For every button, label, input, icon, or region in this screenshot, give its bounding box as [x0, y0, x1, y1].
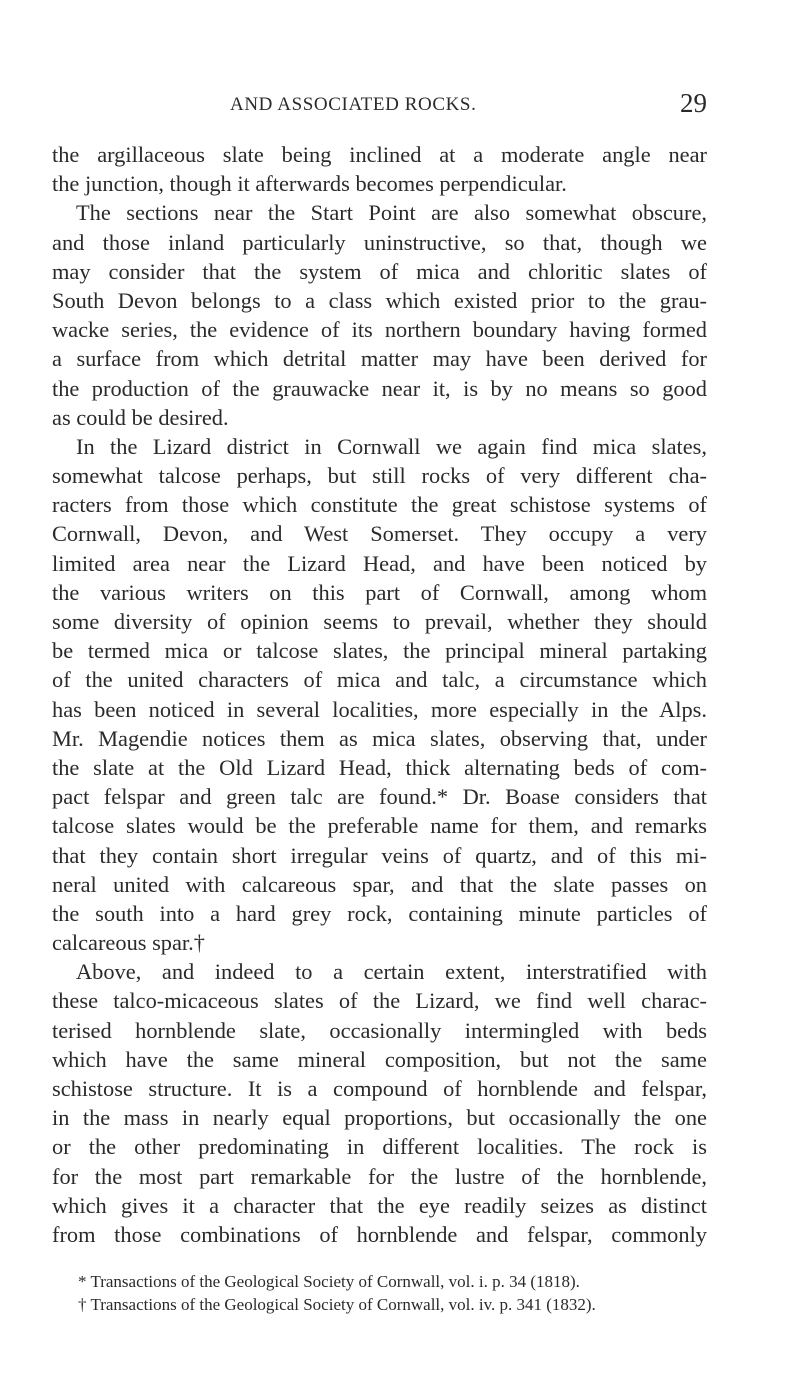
text-line: The sections near the Start Point are also somewhat obscure, [76, 200, 707, 226]
text-line: schistose structure. It is a compound of hornblende and felspar, [52, 1076, 707, 1101]
text-line: in the mass in nearly equal proportions, but occasionally the one [52, 1105, 707, 1131]
text-line: from those combinations of hornblende and felspar, commonly [52, 1221, 707, 1247]
text-line: In the Lizard district in Cornwall we again find mica slates, [76, 433, 707, 459]
text-line: Mr. Magendie notices them as mica slates, observing that, under [52, 725, 707, 751]
text-line: that they contain short irregular veins of quartz, and of this mi- [52, 842, 707, 868]
text-line: the junction, though it afterwards becomes perpendicular. [52, 171, 567, 197]
footnote: * Transactions of the Geological Society of Cornwall, vol. i. p. 34 (1818). [78, 1272, 580, 1291]
text-line: a surface from which detrital matter may have been derived for [52, 346, 707, 372]
text-line: these talco-micaceous slates of the Lizard, we find well charac- [52, 988, 707, 1014]
text-line: wacke series, the evidence of its northern boundary having formed [52, 317, 707, 343]
text-line: which have the same mineral composition, but not the same [52, 1046, 707, 1072]
text-line: and those inland particularly uninstructive, so that, though we [52, 229, 707, 255]
footnotes [52, 1270, 707, 1316]
text-line: as could be desired. [52, 404, 229, 430]
running-title: AND ASSOCIATED ROCKS. [230, 94, 477, 115]
paragraph [52, 198, 707, 432]
text-line: the slate at the Old Lizard Head, thick alternating beds of com- [52, 754, 707, 780]
text-line: calcareous spar.† [52, 930, 205, 956]
text-line: of the united characters of mica and talc, a circumstance which [52, 667, 707, 693]
text-line: be termed mica or talcose slates, the principal mineral partaking [52, 638, 707, 664]
paragraph [52, 140, 707, 198]
text-line: for the most part remarkable for the lustre of the hornblende, [52, 1163, 707, 1189]
text-line: neral united with calcareous spar, and that the slate passes on [52, 871, 707, 897]
text-line: has been noticed in several localities, more especially in the Alps. [52, 696, 707, 722]
text-line: limited area near the Lizard Head, and have been noticed by [52, 550, 707, 576]
text-line: some diversity of opinion seems to prevail, whether they should [52, 609, 707, 634]
running-head [52, 88, 707, 128]
text-line: South Devon belongs to a class which existed prior to the grau- [52, 287, 707, 313]
text-line: the various writers on this part of Cornwall, among whom [52, 579, 707, 605]
text-line: terised hornblende slate, occasionally intermingled with beds [52, 1017, 707, 1043]
text-line: somewhat talcose perhaps, but still rocks of very different cha- [52, 463, 707, 489]
text-line: the production of the grauwacke near it, is by no means so good [52, 375, 707, 401]
page-number: 29 [680, 88, 707, 118]
footnote: † Transactions of the Geological Society of Cornwall, vol. iv. p. 341 (1832). [78, 1295, 596, 1314]
text-line: or the other predominating in different localities. The rock is [52, 1134, 707, 1160]
body-text [52, 140, 707, 1249]
text-line: the south into a hard grey rock, containing minute particles of [52, 900, 707, 926]
text-line: may consider that the system of mica and chloritic slates of [52, 258, 707, 284]
text-line: which gives it a character that the eye readily seizes as distinct [52, 1192, 707, 1218]
text-line: Above, and indeed to a certain extent, interstratified with [76, 959, 707, 985]
paragraph [52, 432, 707, 957]
text-line: the argillaceous slate being inclined at a moderate angle near [52, 142, 707, 167]
text-line: racters from those which constitute the great schistose systems of [52, 492, 707, 518]
text-line: Cornwall, Devon, and West Somerset. They occupy a very [52, 521, 707, 547]
paragraph [52, 957, 707, 1249]
text-line: pact felspar and green talc are found.* Dr. Boase considers that [52, 784, 707, 810]
text-line: talcose slates would be the preferable name for them, and remarks [52, 813, 707, 839]
